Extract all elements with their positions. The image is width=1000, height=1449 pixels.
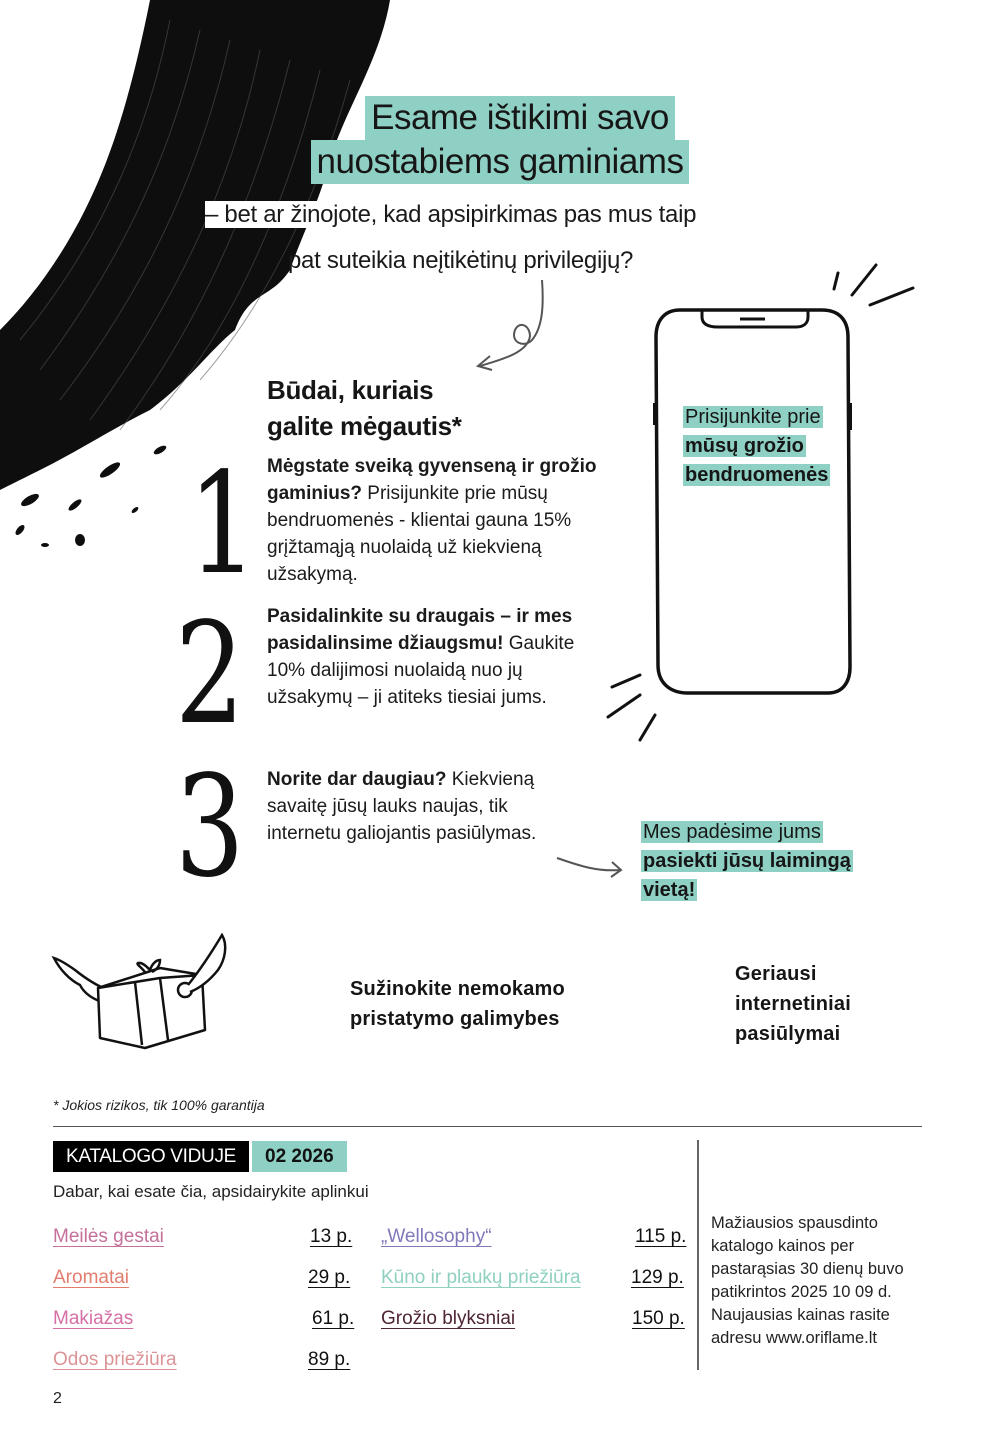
online-offers-feature: Geriausi internetiniai pasiūlymai bbox=[735, 963, 851, 1045]
step-1-text: Mėgstate sveiką gyvenseną ir grožio gaminius? Prisijunkite prie mūsų bendruomenės - klientai gauna 15% grįžtamąją nuolaidą už kiekvieną užsakymą. bbox=[267, 456, 597, 585]
phone-screen-text: Prisijunkite prie mūsų grožio bendruomenės bbox=[685, 406, 829, 486]
subheadline-line-1: – bet ar žinojote, kad apsipirkimas pas mus taip bbox=[205, 192, 700, 238]
toc-link-makiazas[interactable]: Makiažas bbox=[53, 1308, 134, 1329]
toc-page-meiles-gestai[interactable]: 13 p. bbox=[310, 1226, 353, 1247]
subheadline-line-2: pat suteikia neįtikėtinų privilegijų? bbox=[288, 247, 634, 274]
divider bbox=[53, 1126, 922, 1127]
flying-gift-box-icon bbox=[50, 930, 235, 1055]
toc-link-kuno-plauku-prieziura[interactable]: Kūno ir plaukų priežiūra bbox=[381, 1267, 581, 1288]
free-delivery-feature: Sužinokite nemokamo pristatymo galimybes bbox=[350, 978, 565, 1030]
step-number-3: 3 bbox=[175, 746, 245, 909]
footnote: * Jokios rizikos, tik 100% garantija bbox=[53, 1097, 265, 1113]
curly-arrow-icon bbox=[470, 278, 560, 373]
toc-page-grozio-blyksniai[interactable]: 150 p. bbox=[632, 1308, 685, 1329]
toc-page-makiazas[interactable]: 61 p. bbox=[312, 1308, 355, 1329]
price-note: Mažiausios spausdinto katalogo kainos per pastarąsias 30 dienų buvo patikrintos 2025 10 09 d. Naujausias kainas rasite adresu www.oriflame.lt bbox=[711, 1214, 904, 1347]
happy-place-callout: Mes padėsime jums pasiekti jūsų laimingą vietą! bbox=[643, 821, 851, 901]
toc-link-wellosophy[interactable]: „Wellosophy“ bbox=[381, 1226, 492, 1247]
catalog-label: KATALOGO VIDUJE bbox=[53, 1141, 249, 1172]
page-number: 2 bbox=[53, 1390, 62, 1407]
step-2-text: Pasidalinkite su draugais – ir mes pasidalinsime džiaugsmu! Gaukite 10% dalijimosi nuolaidą nuo jų užsakymų – ji atiteks tiesiai jums. bbox=[267, 606, 575, 708]
ways-title: Būdai, kuriais galite mėgautis* bbox=[267, 375, 462, 441]
headline-line-2: nuostabiems gaminiams bbox=[311, 140, 690, 184]
toc-link-odos-prieziura[interactable]: Odos priežiūra bbox=[53, 1349, 177, 1370]
step-number-1: 1 bbox=[188, 443, 258, 606]
toc-link-grozio-blyksniai[interactable]: Grožio blyksniai bbox=[381, 1308, 516, 1329]
step-3-text: Norite dar daugiau? Kiekvieną savaitę jūsų lauks naujas, tik internetu galiojantis pasiūlymas. bbox=[267, 769, 537, 844]
toc-page-kuno-plauku-prieziura[interactable]: 129 p. bbox=[631, 1267, 684, 1288]
toc-page-odos-prieziura[interactable]: 89 p. bbox=[308, 1349, 351, 1370]
vertical-divider bbox=[697, 1140, 699, 1370]
catalog-issue: 02 2026 bbox=[252, 1141, 347, 1172]
toc-link-meiles-gestai[interactable]: Meilės gestai bbox=[53, 1226, 164, 1247]
toc-page-aromatai[interactable]: 29 p. bbox=[308, 1267, 351, 1288]
toc-link-aromatai[interactable]: Aromatai bbox=[53, 1267, 130, 1288]
headline-line-1: Esame ištikimi savo bbox=[365, 96, 675, 140]
toc-page-wellosophy[interactable]: 115 p. bbox=[635, 1226, 687, 1247]
arrow-right-icon bbox=[555, 850, 630, 885]
step-number-2: 2 bbox=[175, 593, 245, 756]
headline bbox=[290, 96, 710, 184]
catalog-subtitle: Dabar, kai esate čia, apsidairykite aplinkui bbox=[53, 1182, 369, 1201]
phone-illustration-icon bbox=[600, 255, 920, 750]
